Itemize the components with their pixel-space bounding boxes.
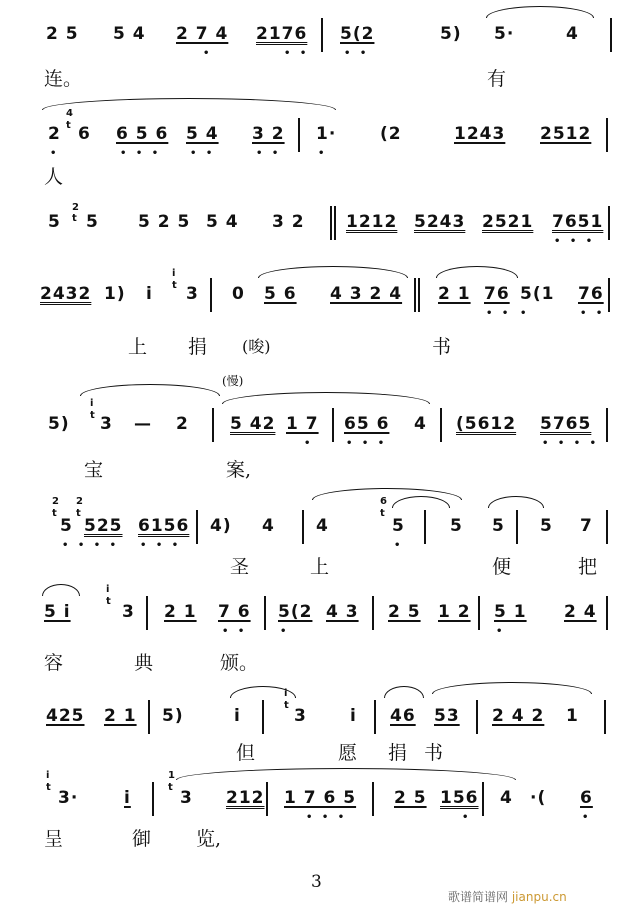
octave-dot: • • • •: [62, 540, 120, 551]
bar-line: [264, 596, 266, 630]
octave-dot: • • • •: [542, 438, 600, 449]
note-group: i: [234, 706, 241, 726]
octave-dot: • •: [190, 148, 216, 159]
music-line-8: [0, 688, 637, 740]
bar-line: [262, 700, 264, 734]
note-group: 5 6: [264, 284, 297, 304]
music-line-6: [0, 496, 637, 551]
bar-line: [332, 408, 334, 442]
note-group: 2 5: [46, 24, 79, 44]
note-group: 1 7: [286, 414, 319, 434]
grace-note: t: [72, 213, 77, 224]
bar-line: [606, 510, 608, 544]
bar-line: [212, 408, 214, 442]
grace-note: t: [168, 782, 173, 793]
lyric: 上: [310, 556, 330, 578]
note-group: 2: [48, 124, 61, 144]
octave-dot: •: [203, 48, 213, 59]
octave-dot: •: [318, 148, 328, 159]
bar-line: [374, 700, 376, 734]
octave-dot: •: [280, 626, 290, 637]
note-group: 5·: [494, 24, 515, 44]
note-group: 2 4: [564, 602, 597, 622]
slur: [486, 6, 594, 18]
octave-dot: • •: [222, 626, 248, 637]
note-group: 2432: [40, 284, 92, 304]
bar-line: [610, 18, 612, 52]
slur: [42, 584, 80, 596]
grace-note: t: [172, 280, 177, 291]
lyric: 案,: [226, 459, 252, 481]
lyric: (唆): [242, 337, 271, 356]
bar-line: [608, 278, 610, 312]
note-group: 5243: [414, 212, 466, 232]
note-group: 1): [104, 284, 126, 304]
grace-note: t: [380, 508, 385, 519]
note-group: 3 2: [252, 124, 285, 144]
note-group: i: [350, 706, 357, 726]
grace-note: i: [90, 398, 94, 409]
note-group: 2: [176, 414, 189, 434]
slur: [222, 392, 430, 404]
octave-dot: •: [50, 148, 60, 159]
note-group: 7651: [552, 212, 604, 232]
watermark-zh: 歌谱简谱网: [448, 890, 509, 904]
note-group: ·(: [530, 788, 547, 808]
note-group: 7: [580, 516, 593, 536]
bar-line: [606, 118, 608, 152]
note-group: 5): [440, 24, 462, 44]
note-group: 5 1: [494, 602, 527, 622]
bar-line: [440, 408, 442, 442]
note-group: 3: [186, 284, 199, 304]
lyric: 上: [128, 336, 148, 358]
octave-dot: •: [582, 812, 592, 823]
note-group: 1: [566, 706, 579, 726]
grace-note: t: [90, 410, 95, 421]
lyric: 愿: [338, 742, 358, 764]
note-group: 1243: [454, 124, 506, 144]
grace-note: 2: [76, 496, 83, 507]
lyric: 圣: [230, 556, 250, 578]
bar-line: [148, 700, 150, 734]
bar-line: [476, 700, 478, 734]
grace-note: t: [46, 782, 51, 793]
note-group: 6: [580, 788, 593, 808]
grace-note: i: [172, 268, 176, 279]
note-group: 5): [48, 414, 70, 434]
note-group: 2512: [540, 124, 592, 144]
note-group: 3: [294, 706, 307, 726]
octave-dot: • • •: [554, 236, 596, 247]
slur: [488, 496, 544, 508]
note-group: 2 4 2: [492, 706, 545, 726]
note-group: 5 42: [230, 414, 276, 434]
note-group: 46: [390, 706, 416, 726]
bar-line: [196, 510, 198, 544]
music-line-5: [0, 374, 637, 449]
note-group: 5: [450, 516, 463, 536]
page-number: 3: [311, 872, 322, 892]
note-group: 4: [262, 516, 275, 536]
slur: [42, 98, 336, 110]
octave-dot: • •: [256, 148, 282, 159]
note-group: 2 7 4: [176, 24, 229, 44]
slur: [432, 682, 592, 694]
lyric: 典: [134, 652, 154, 674]
octave-dot: •: [304, 438, 314, 449]
bar-line: [606, 408, 608, 442]
note-group: 2521: [482, 212, 534, 232]
note-group: 2176: [256, 24, 308, 44]
lyric: 捐: [188, 336, 208, 358]
note-group: (2: [380, 124, 402, 144]
slur: [176, 768, 516, 780]
note-group: 4 3: [326, 602, 359, 622]
octave-dot: • •: [580, 308, 606, 319]
note-group: 2 5: [388, 602, 421, 622]
note-group: (5612: [456, 414, 517, 434]
note-group: 5 i: [44, 602, 71, 622]
note-group: 5): [162, 706, 184, 726]
note-group: 3: [180, 788, 193, 808]
grace-note: 2: [72, 202, 79, 213]
note-group: 5(2: [278, 602, 313, 622]
note-group: 1 7 6 5: [284, 788, 357, 808]
note-group: 525: [84, 516, 123, 536]
octave-dot: • •: [284, 48, 310, 59]
note-group: 4 3 2 4: [330, 284, 403, 304]
octave-dot: • • •: [306, 812, 348, 823]
lyric: 便: [492, 556, 512, 578]
note-group: 4: [500, 788, 513, 808]
note-group: 5 4: [206, 212, 239, 232]
lyric: 书: [424, 742, 444, 764]
bar-line: [516, 510, 518, 544]
watermark: [448, 888, 567, 905]
music-line-3: [0, 202, 637, 247]
octave-dot: •: [394, 540, 404, 551]
grace-note: 4: [66, 108, 73, 119]
music-line-9: [0, 770, 637, 823]
note-group: —: [134, 414, 152, 434]
note-group: 6: [78, 124, 91, 144]
grace-note: i: [106, 584, 110, 595]
music-line-1: [0, 18, 637, 58]
note-group: 5 2 5: [138, 212, 191, 232]
note-group: 76: [484, 284, 510, 304]
watermark-en: jianpu.cn: [511, 890, 567, 904]
grace-note: 2: [52, 496, 59, 507]
grace-note: t: [66, 120, 71, 131]
note-group: 7 6: [218, 602, 251, 622]
note-group: 5: [540, 516, 553, 536]
note-group: 0: [232, 284, 245, 304]
lyric: 人: [44, 166, 64, 188]
grace-note: i: [46, 770, 50, 781]
music-line-7: [0, 584, 637, 637]
octave-dot: • • •: [140, 540, 182, 551]
note-group: 65 6: [344, 414, 390, 434]
grace-note: 6: [380, 496, 387, 507]
note-group: 6 5 6: [116, 124, 169, 144]
lyric: 有: [487, 68, 507, 90]
lyric: 书: [432, 336, 452, 358]
note-group: 1 2: [438, 602, 471, 622]
lyric: 宝: [84, 459, 104, 481]
slur: [436, 266, 518, 278]
grace-note: i: [284, 688, 288, 699]
lyric: 连。: [44, 68, 83, 90]
note-group: 1·: [316, 124, 337, 144]
lyric: 容: [44, 652, 64, 674]
note-group: 5 4: [113, 24, 146, 44]
bar-line: [302, 510, 304, 544]
note-group: 5: [392, 516, 405, 536]
double-bar-line: [414, 278, 420, 312]
note-group: i: [146, 284, 153, 304]
slur: [80, 384, 220, 396]
grace-note: t: [52, 508, 57, 519]
bar-line: [152, 782, 154, 816]
bar-line: [146, 596, 148, 630]
music-line-2: [0, 108, 637, 159]
note-group: 5: [492, 516, 505, 536]
note-group: 156: [440, 788, 479, 808]
lyric: 把: [578, 556, 598, 578]
note-group: 76: [578, 284, 604, 304]
note-group: 2 1: [438, 284, 471, 304]
note-group: 5(2: [340, 24, 375, 44]
note-group: 3·: [58, 788, 79, 808]
slur: [384, 686, 424, 698]
octave-dot: •: [462, 812, 472, 823]
lyric: 御: [132, 828, 152, 850]
note-group: 3: [100, 414, 113, 434]
lyric: 颁。: [220, 652, 259, 674]
note-group: 2 1: [104, 706, 137, 726]
bar-line: [266, 782, 268, 816]
bar-line: [298, 118, 300, 152]
note-group: 4: [566, 24, 579, 44]
note-group: 5: [60, 516, 73, 536]
note-group: 5(1: [520, 284, 555, 304]
octave-dot: • • •: [346, 438, 388, 449]
bar-line: [424, 510, 426, 544]
note-group: 2 1: [164, 602, 197, 622]
note-group: 212: [226, 788, 265, 808]
octave-dot: •: [496, 626, 506, 637]
double-bar-line: [330, 206, 336, 240]
note-group: 53: [434, 706, 460, 726]
grace-note: t: [76, 508, 81, 519]
note-group: 5: [48, 212, 61, 232]
note-group: 425: [46, 706, 85, 726]
octave-dot: •: [520, 308, 530, 319]
tempo-marking: (慢): [222, 374, 244, 388]
grace-note: 1: [168, 770, 175, 781]
bar-line: [478, 596, 480, 630]
octave-dot: • • •: [120, 148, 162, 159]
bar-line: [210, 278, 212, 312]
bar-line: [321, 18, 323, 52]
bar-line: [482, 782, 484, 816]
bar-line: [604, 700, 606, 734]
bar-line: [606, 596, 608, 630]
bar-line: [372, 596, 374, 630]
lyric: 但: [236, 742, 256, 764]
note-group: 5765: [540, 414, 592, 434]
note-group: 4): [210, 516, 232, 536]
slur: [258, 266, 408, 278]
lyric: 捐: [388, 742, 408, 764]
note-group: 2 5: [394, 788, 427, 808]
note-group: 1212: [346, 212, 398, 232]
lyric: 呈: [44, 828, 64, 850]
note-group: 5 4: [186, 124, 219, 144]
note-group: 5: [86, 212, 99, 232]
octave-dot: • •: [344, 48, 370, 59]
note-group: 3 2: [272, 212, 305, 232]
lyric: 览,: [196, 828, 222, 850]
note-group: 4: [316, 516, 329, 536]
note-group: 4: [414, 414, 427, 434]
music-line-4: [0, 268, 637, 319]
note-group: i: [124, 788, 131, 808]
grace-note: t: [284, 700, 289, 711]
grace-note: t: [106, 596, 111, 607]
bar-line: [608, 206, 610, 240]
octave-dot: • •: [486, 308, 512, 319]
note-group: 3: [122, 602, 135, 622]
note-group: 6156: [138, 516, 190, 536]
bar-line: [372, 782, 374, 816]
